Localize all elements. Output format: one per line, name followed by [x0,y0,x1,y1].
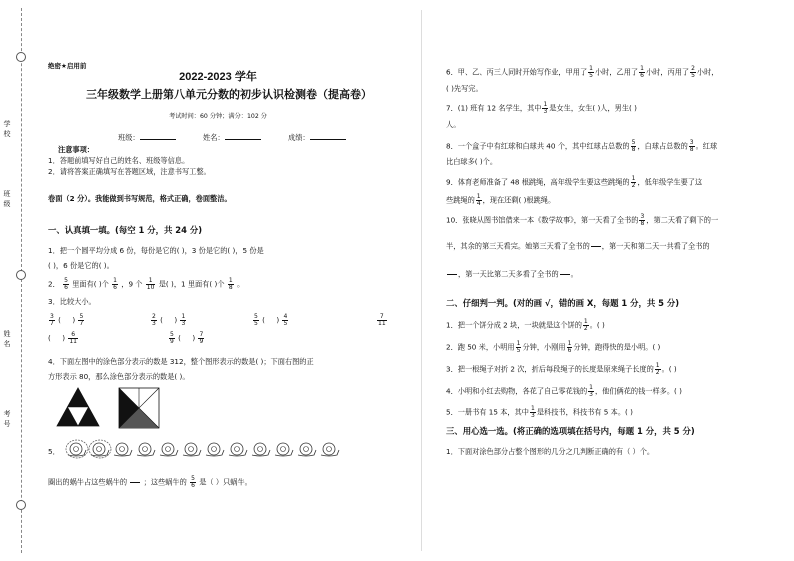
judge-item [446,406,633,419]
note-item: 2．请将答案正确填写在答题区域，注意书写工整。 [48,167,211,176]
text: 1 [583,318,588,325]
snail-icon [114,443,132,456]
q-text: ，9 个 [121,279,143,289]
snail-icon [275,443,293,456]
judge-item [446,363,677,376]
text: 1 [589,65,593,72]
fraction [631,176,637,189]
text: 11 [69,338,77,345]
square-figure [118,387,160,429]
text: 是科技书，科技书有 5 本。( ) [536,407,633,417]
fraction [377,314,387,327]
text: ，他们俩花的钱一样多。( ) [594,386,682,396]
frac-den: 6 [113,284,117,291]
binding-label: 名 [3,340,11,348]
text: 7 [50,320,54,327]
q-number: 2． [48,279,60,289]
fraction [588,66,594,79]
text: 1 [640,65,644,72]
question-5-cont [48,476,252,489]
text: 9．体育老师准备了 48 根跳绳，高年级学生要这些跳绳的 [446,177,630,187]
answer-fraction-blank[interactable] [447,268,457,281]
text: 小时，丙用了 [645,67,690,77]
text: 1 [567,340,572,347]
fraction [631,140,637,153]
text: 是女生，女生( )人，男生( ) [549,103,637,113]
question-2 [48,278,244,291]
snail-icon [137,443,155,456]
section-title: 二、仔细判一判。(对的画 √，错的画 X，每题 1 分，共 5 分) [446,298,680,308]
text: 1．把一个饼分成 2 块，一块就是这个饼的 [446,320,582,330]
text: 分钟，跑得快的是小明。( ) [573,342,661,352]
section-title: 三、用心选一选。(将正确的选项填在括号内，每题 1 分，共 5 分) [446,426,695,436]
text: 1 [543,101,548,108]
text: 9 [170,338,174,345]
compare-item[interactable]: $\frac{2}{3}$ ( ) $\frac{1}{3}$ [152,313,186,327]
fraction [639,214,645,227]
text: 7 [199,331,204,338]
page-title: 三年级数学上册第八单元分数的初步认识检测卷（提高卷） [86,89,372,101]
question-10-cont [446,240,710,253]
text: 1 [655,362,660,369]
text: 6 [640,72,644,79]
snail-icon [229,443,247,456]
text: 分钟，小刚用 [522,342,566,352]
question-7-cont: 人。 [446,120,461,129]
binding-hole-icon [16,270,26,280]
text: 6 [567,347,572,354]
binding-label: 号 [3,420,11,428]
snail-row [62,438,352,463]
judge-item [446,385,682,398]
answer-fraction-blank[interactable] [130,476,140,489]
text: 4 [283,313,288,320]
fraction [530,406,536,419]
text: 3 [640,213,645,220]
fraction [180,314,186,327]
fraction [282,314,288,327]
fraction [588,385,594,398]
question-8 [446,140,717,153]
score-field[interactable] [288,132,346,143]
question-10-cont [446,268,578,281]
fraction [542,102,548,115]
text: 3 [50,313,54,320]
frac-den: 6 [64,284,68,291]
q-text: 是( )，1 里面有( )个 [158,279,225,289]
question-10 [446,214,718,227]
snail-icon [321,443,339,456]
binding-hole-icon [16,52,26,62]
text: 5 [283,320,288,327]
note-item: 1．答题前填写好自己的姓名、班级等信息。 [48,156,190,165]
text: 6 [191,482,195,489]
text: 2 [631,182,636,189]
fraction [190,476,196,489]
binding-label: 考 [3,410,11,418]
question-5: 5． [48,447,60,456]
compare-item[interactable]: ( ) $\frac{6}{11}$ [48,331,77,345]
snail-icon [89,440,111,458]
binding-label: 级 [3,200,11,208]
fraction [655,363,661,376]
text: 8．一个盒子中有红球和白球共 40 个，其中红球占总数的 [446,141,630,151]
text: 5 [631,139,636,146]
text: 5 [254,320,258,327]
text: 5 [516,347,521,354]
fraction [63,278,69,291]
text: 7 [377,314,387,321]
text: 11 [378,320,386,327]
question-6-cont: ( )先写完。 [446,84,483,93]
q-text: 圈出的蜗牛占这些蜗牛的 [48,477,128,487]
fraction [78,314,84,327]
binding-label: 学 [3,120,11,128]
snail-icon [206,443,224,456]
binding-hole-icon [16,500,26,510]
text: 3 [530,412,535,419]
exam-info: 考试时间：60 分钟；满分：102 分 [169,113,267,120]
fraction [689,140,695,153]
name-label: 姓名： [203,133,225,142]
text: 5 [170,331,174,338]
fraction [198,332,204,345]
judge-item [446,341,660,354]
text: 2．跑 50 米，小明用 [446,342,515,352]
text: 3 [689,139,694,146]
answer-fraction-blank[interactable] [560,268,570,281]
text: 5 [691,72,695,79]
text: 1 [530,405,535,412]
text: 9 [199,338,204,345]
snail-icon [252,443,270,456]
snail-icon [66,440,88,458]
frac-num: 1 [113,277,117,284]
fraction [516,341,522,354]
fraction [690,66,696,79]
frac-num: 1 [228,277,233,284]
text: 。 [570,269,578,279]
text: ，现在还剩( )根跳绳。 [482,195,556,205]
question-1: 1．把一个圆平均分成 6 份，每份是它的( )，3 份是它的( )，5 份是 [48,246,264,255]
fraction [169,332,175,345]
text: 4．小明和小红去购物，各花了自己零花钱的 [446,386,588,396]
text: ，低年级学生要了这 [637,177,703,187]
text: 2 [583,325,588,332]
question-9-cont [446,194,555,207]
question-4-cont: 方形表示 80，那么涂色部分表示的数是( )。 [48,372,190,381]
text: 8 [631,146,636,153]
binding-label: 姓 [3,330,11,338]
q-text: 是（ ）只蜗牛。 [199,477,252,487]
text: 6．甲、乙、丙三人同时开始写作业，甲用了 [446,67,588,77]
class-label: 班级： [118,133,140,142]
question-4: 4．下面左图中的涂色部分表示的数是 312，整个图形表示的数是( )；下面右图的正 [48,357,314,366]
text: 3 [152,320,156,327]
question-9 [446,176,702,189]
text: 10．张晓从图书馆借来一本《数学故事》，第一天看了全书的 [446,215,639,225]
text: 7 [79,320,84,327]
score-label: 成绩： [288,133,310,142]
frac-den: 10 [146,284,155,291]
handwriting-note: 卷面（2 分）。我能做到书写规范，格式正确，卷面整洁。 [48,194,232,203]
name-field[interactable] [203,132,261,143]
fraction [112,278,118,291]
text: 5 [79,313,84,320]
question-1-cont: ( )，6 份是它的( )。 [48,261,114,270]
text: 5 [191,475,195,482]
snail-icon [160,443,178,456]
text: 2 [655,369,660,376]
text: 些跳绳的 [446,195,475,205]
text: 5 [589,72,593,79]
binding-margin [0,0,40,561]
choice-question: 1．下面对涂色部分占整个图形的几分之几判断正确的有（ ）个。 [446,447,655,456]
snail-group [62,438,352,460]
text: 2 [691,65,695,72]
text: 。红球 [695,141,718,151]
text: 1 [181,313,186,320]
text: 8 [640,220,645,227]
fraction [228,278,234,291]
text: ，第一天和第二天一共看了全书的 [601,241,710,251]
text: ，第二天看了剩下的一 [646,215,719,225]
compare-item[interactable]: $\frac{3}{7}$ ( ) $\frac{5}{7}$ [50,313,84,327]
binding-label: 班 [3,190,11,198]
text: 4 [476,200,481,207]
q-text: 里面有( )个 [72,279,109,289]
text: 半，其余的第三天看完。她第三天看了全书的 [446,241,590,251]
text: 3 [181,320,186,327]
frac-num: 1 [146,278,156,285]
text: ，第一天比第二天多看了全书的 [458,269,559,279]
fraction [583,319,589,332]
text: 5．一册书有 15 本，其中 [446,407,529,417]
frac-num: 5 [64,277,68,284]
text: 6 [68,332,78,339]
text: 小时，乙用了 [594,67,639,77]
q-text: ；这些蜗牛的 [143,477,187,487]
triangle-figure [56,387,100,427]
notes-heading: 注意事项： [58,145,94,154]
text: 1 [476,193,481,200]
section-title: 一、认真填一填。(每空 1 分，共 24 分) [48,225,203,235]
question-7 [446,102,637,115]
text: 1 [589,384,593,391]
text: 2 [152,313,156,320]
text: 8 [689,146,694,153]
question-3: 3．比较大小。 [48,297,96,306]
compare-item[interactable]: $\frac{5}{5}$ ( ) $\frac{4}{5}$ [254,313,288,327]
fraction [476,194,482,207]
fraction [151,314,157,327]
fraction [146,278,156,291]
compare-item [376,314,388,327]
fraction [68,332,78,345]
frac-den: 8 [228,284,233,291]
text: 3 [589,391,593,398]
class-field[interactable] [118,132,176,143]
fraction [567,341,573,354]
fraction [639,66,645,79]
text: 7．(1) 班有 12 名学生，其中 [446,103,542,113]
binding-dotted-line [21,8,22,553]
binding-label: 校 [3,130,11,138]
snail-icon [183,443,201,456]
text: 1 [631,175,636,182]
q-text: 。 [236,279,245,289]
question-8-cont: 比白球多( )个。 [446,157,498,166]
column-divider [421,10,422,551]
text: 。( ) [589,320,605,330]
judge-item [446,319,605,332]
compare-item[interactable]: $\frac{5}{9}$ ( ) $\frac{7}{9}$ [170,331,204,345]
fraction [253,314,259,327]
text: 1 [516,340,521,347]
text: 。( ) [661,364,677,374]
school-year: 2022-2023 学年 [179,71,257,83]
text: 小时， [696,67,719,77]
secret-mark: 绝密★启用前 [48,62,87,70]
text: 3．把一根绳子对折 2 次，折后每段绳子的长度是原来绳子长度的 [446,364,654,374]
text: 5 [254,313,258,320]
answer-fraction-blank[interactable] [591,240,601,253]
fraction [49,314,55,327]
snail-icon [298,443,316,456]
text: ，白球占总数的 [637,141,688,151]
text: 3 [543,108,548,115]
question-6 [446,66,718,79]
